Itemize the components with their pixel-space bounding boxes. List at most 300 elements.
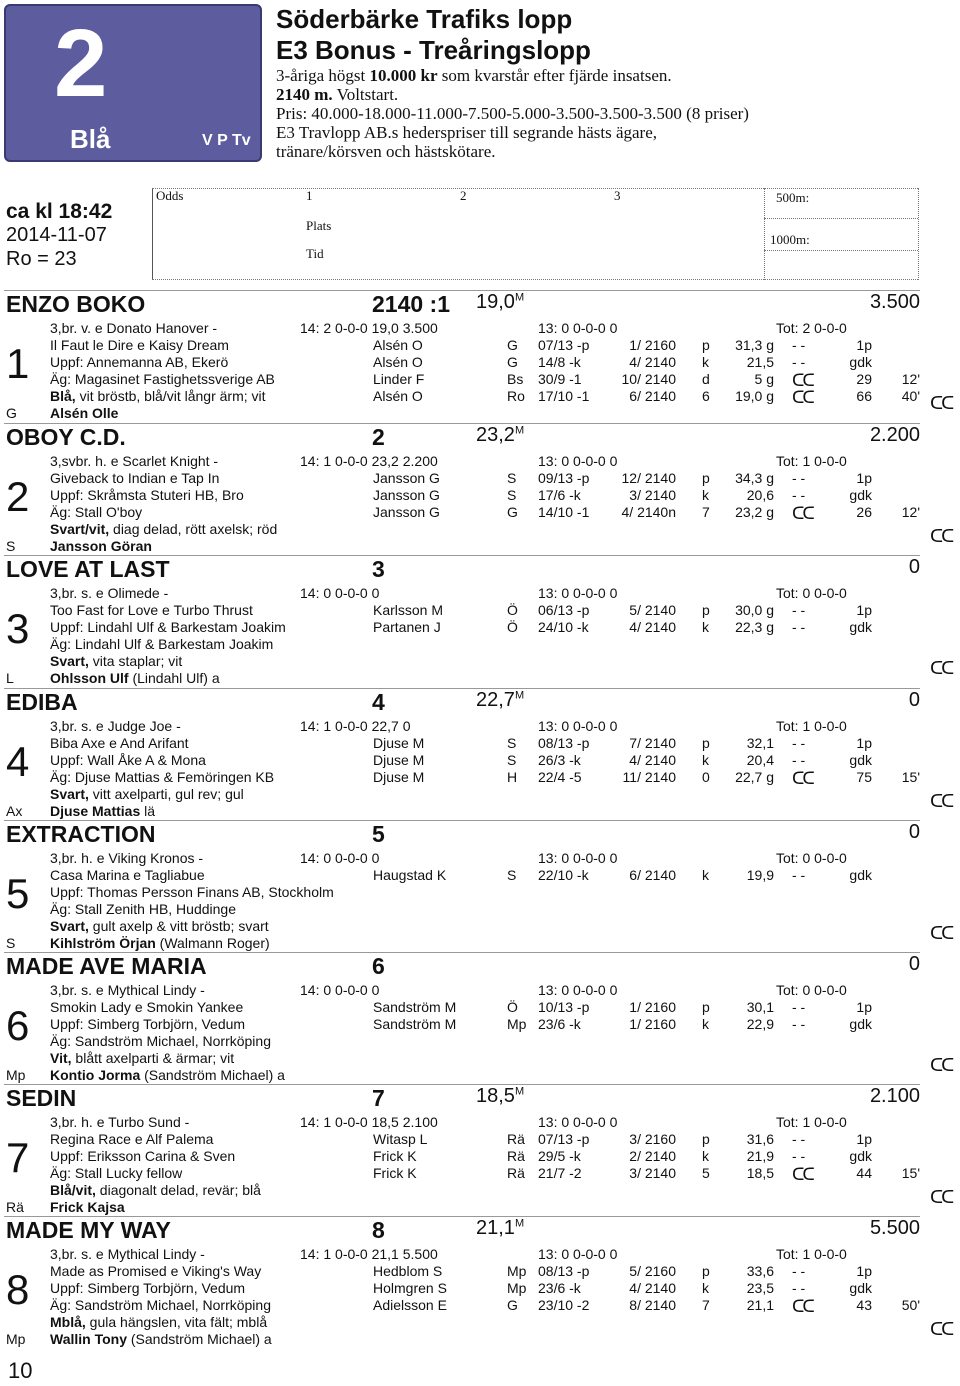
horse-colors (50, 786, 244, 802)
stats-total: Tot: 1 0-0-0 (776, 453, 847, 469)
horse-dam: Casa Marina e Tagliabue (50, 867, 205, 883)
horse-big-number: 1 (6, 340, 30, 387)
driver-extra: (Sandström Michael) a (127, 1331, 272, 1347)
start-result: 6/ 2140 (629, 867, 676, 883)
horse-start-number: 7 (372, 1085, 385, 1111)
horse-pedigree: 3,br. s. e Mythical Lindy - (50, 982, 205, 998)
start-odds: 29 (856, 371, 872, 387)
horse-pedigree: 3,br. v. e Donato Hanover - (50, 320, 218, 336)
start-odds: 44 (856, 1165, 872, 1181)
start-time: 23,2 g (735, 504, 774, 520)
stats-2014: 14: 0 0-0-0 0 (300, 585, 380, 601)
start-shoes: - - (792, 1280, 806, 1296)
horse-driver (50, 405, 118, 421)
stats-total: Tot: 1 0-0-0 (776, 1246, 847, 1262)
start-result: 11/ 2140 (622, 769, 676, 785)
horse-name: MADE MY WAY (6, 1217, 171, 1243)
start-driver: Alsén O (373, 388, 423, 404)
start-driver: Djuse M (373, 735, 425, 751)
horse-start-number: 5 (372, 821, 385, 847)
record-mark: M (514, 424, 525, 437)
horse-owner: Äg: Magasinet Fastighetssverige AB (50, 371, 275, 387)
start-time: 5 g (754, 371, 774, 387)
start-time: 21,5 (746, 354, 774, 370)
horse-colors (50, 1314, 267, 1330)
start-date: 07/13 -p (538, 1131, 590, 1147)
start-track: S (507, 867, 517, 883)
stats-total: Tot: 1 0-0-0 (776, 718, 847, 734)
colors-detail: blått axelparti & ärmar; vit (71, 1050, 235, 1066)
start-time: 21,1 (746, 1297, 774, 1313)
start-track: Ö (507, 602, 518, 618)
horse-pedigree: 3,br. s. e Mythical Lindy - (50, 1246, 205, 1262)
start-result: 3/ 2140 (629, 487, 676, 503)
start-time: 30,0 g (735, 602, 774, 618)
record-mark: M (514, 291, 525, 304)
start-odds: gdk (849, 867, 872, 883)
horse-track-letter: S (6, 538, 16, 554)
horse-colors (50, 1182, 261, 1198)
record-time: 21,1 (476, 1217, 515, 1239)
start-track-type: p (702, 470, 710, 486)
start-driver: Alsén O (373, 354, 423, 370)
stats-2013: 13: 0 0-0-0 0 (538, 850, 618, 866)
driver-extra: (Sandström Michael) a (140, 1067, 285, 1083)
start-driver: Holmgren S (373, 1280, 447, 1296)
start-date: 10/13 -p (538, 999, 590, 1015)
start-track: S (507, 735, 517, 751)
horse-owner: Äg: Djuse Mattias & Femöringen KB (50, 769, 275, 785)
start-track: Rä (507, 1131, 525, 1147)
start-odds: gdk (849, 487, 872, 503)
colors-main: Blå, (50, 388, 76, 404)
start-shoes: - - (792, 354, 806, 370)
start-result: 5/ 2140 (629, 602, 676, 618)
start-track: G (507, 354, 518, 370)
start-odds: gdk (849, 354, 872, 370)
colors-main: Svart, (50, 653, 89, 669)
start-date: 23/6 -k (538, 1280, 581, 1296)
start-shoes: ᑕᑕ (792, 504, 813, 523)
start-odds: 66 (856, 388, 872, 404)
start-result: 4/ 2140 (629, 752, 676, 768)
race-conditions-2: 2140 m. Voltstart. (276, 85, 399, 104)
horse-breeder: Uppf: Eriksson Carina & Sven (50, 1148, 236, 1164)
stats-2013: 13: 0 0-0-0 0 (538, 585, 618, 601)
race-honor-prizes-1: E3 Travlopp AB.s hederspriser till segrande hästs ägare, (276, 123, 658, 142)
start-track: Ö (507, 999, 518, 1015)
plats-header: Plats (306, 218, 332, 233)
horse-name: EXTRACTION (6, 821, 156, 847)
page-number: 10 (8, 1358, 33, 1383)
start-time: 21,9 (746, 1148, 774, 1164)
start-date: 21/7 -2 (538, 1165, 582, 1181)
start-shoes: - - (792, 867, 806, 883)
driver-name: Frick Kajsa (50, 1199, 125, 1215)
stats-total: Tot: 2 0-0-0 (776, 320, 847, 336)
horse-divider (4, 688, 920, 689)
horse-earnings: 0 (908, 821, 920, 843)
start-prize: 12' (901, 504, 920, 520)
start-driver: Adielsson E (373, 1297, 447, 1313)
start-driver: Djuse M (373, 752, 425, 768)
horse-start-number: 4 (372, 689, 385, 715)
horse-earnings: 3.500 (869, 291, 920, 313)
start-track: H (507, 769, 518, 785)
race-number: 2 (54, 10, 108, 117)
stats-total: Tot: 0 0-0-0 (776, 850, 847, 866)
m1000-header: 1000m: (770, 232, 810, 247)
horse-owner: Äg: Lindahl Ulf & Barkestam Joakim (50, 636, 274, 652)
start-odds: gdk (849, 619, 872, 635)
start-odds: gdk (849, 1016, 872, 1032)
race-number-box (4, 4, 262, 162)
start-date: 22/4 -5 (538, 769, 582, 785)
horse-pedigree: 3,br. s. e Olimede - (50, 585, 169, 601)
start-shoes: ᑕᑕ (792, 769, 813, 788)
horse-divider (4, 1084, 920, 1085)
colors-detail: vit bröstb, blå/vit långr ärm; vit (75, 388, 266, 404)
start-prize: 50' (901, 1297, 920, 1313)
horse-pedigree: 3,br. h. e Turbo Sund - (50, 1114, 190, 1130)
start-result: 4/ 2140 (629, 619, 676, 635)
horse-start-number: 3 (372, 556, 385, 582)
start-result: 5/ 2160 (629, 1263, 676, 1279)
colors-detail: vitt axelparti, gul rev; gul (88, 786, 244, 802)
shoes-icon: ᑕᑕ (930, 923, 953, 943)
record-time: 19,0 (476, 291, 515, 313)
horse-big-number: 2 (6, 473, 30, 520)
horse-track-letter: L (6, 670, 14, 686)
horse-pedigree: 3,br. s. e Judge Joe - (50, 718, 181, 734)
start-odds: 1p (856, 602, 872, 618)
start-time: 18,5 (746, 1165, 774, 1181)
horse-record (476, 1217, 524, 1240)
start-driver: Jansson G (373, 470, 440, 486)
race-conditions-1: 3-åriga högst 10.000 kr som kvarstår efter fjärde insatsen. (276, 66, 672, 85)
stats-2013: 13: 0 0-0-0 0 (538, 1114, 618, 1130)
start-track-type: k (702, 1148, 709, 1164)
start-result: 1/ 2160 (629, 337, 676, 353)
start-date: 08/13 -p (538, 735, 590, 751)
horse-breeder: Uppf: Simberg Torbjörn, Vedum (50, 1016, 246, 1032)
start-date: 17/10 -1 (538, 388, 590, 404)
start-shoes: ᑕᑕ (792, 1165, 813, 1184)
start-driver: Partanen J (373, 619, 441, 635)
start-date: 07/13 -p (538, 337, 590, 353)
horse-driver (50, 935, 270, 951)
start-odds: 1p (856, 1263, 872, 1279)
horse-owner: Äg: Stall O'boy (50, 504, 143, 520)
horse-dam: Smokin Lady e Smokin Yankee (50, 999, 244, 1015)
horse-breeder: Uppf: Lindahl Ulf & Barkestam Joakim (50, 619, 286, 635)
race-ro: Ro = 23 (6, 248, 77, 270)
start-result: 1/ 2160 (629, 1016, 676, 1032)
start-track-type: p (702, 1131, 710, 1147)
start-odds: 43 (856, 1297, 872, 1313)
start-track-type: 6 (702, 388, 710, 404)
colors-main: Vit, (50, 1050, 72, 1066)
shoes-icon: ᑕᑕ (930, 1319, 953, 1339)
driver-extra: (Lindahl Ulf) a (128, 670, 220, 686)
horse-start-number: 2 (372, 424, 385, 450)
stats-2014: 14: 2 0-0-0 19,0 3.500 (300, 320, 438, 336)
start-time: 30,1 (746, 999, 774, 1015)
horse-owner: Äg: Sandström Michael, Norrköping (50, 1297, 271, 1313)
horse-owner: Äg: Sandström Michael, Norrköping (50, 1033, 271, 1049)
start-date: 14/8 -k (538, 354, 581, 370)
start-odds: 1p (856, 1131, 872, 1147)
horse-earnings: 2.100 (869, 1085, 920, 1107)
start-odds: gdk (849, 1148, 872, 1164)
horse-breeder: Uppf: Skråmsta Stuteri HB, Bro (50, 487, 244, 503)
start-driver: Haugstad K (373, 867, 447, 883)
start-shoes: ᑕᑕ (792, 1297, 813, 1316)
start-date: 09/13 -p (538, 470, 590, 486)
start-track-type: p (702, 602, 710, 618)
stats-2013: 13: 0 0-0-0 0 (538, 718, 618, 734)
horse-driver (50, 1199, 125, 1215)
start-odds: 75 (856, 769, 872, 785)
start-track-type: k (702, 487, 709, 503)
start-track: Mp (507, 1280, 527, 1296)
horse-track-letter: S (6, 935, 16, 951)
start-driver: Frick K (373, 1148, 417, 1164)
start-time: 22,7 g (735, 769, 774, 785)
start-date: 17/6 -k (538, 487, 581, 503)
horse-earnings: 0 (908, 689, 920, 711)
horse-big-number: 7 (6, 1134, 30, 1181)
horse-divider (4, 423, 920, 424)
horse-start-number: 8 (372, 1217, 385, 1243)
start-driver: Sandström M (373, 1016, 457, 1032)
start-driver: Linder F (373, 371, 425, 387)
record-time: 22,7 (476, 689, 515, 711)
start-time: 31,3 g (735, 337, 774, 353)
colors-detail: gult axelp & vitt bröstb; svart (88, 918, 269, 934)
start-date: 26/3 -k (538, 752, 581, 768)
tid-header: Tid (306, 246, 324, 261)
race-date: 2014-11-07 (6, 224, 107, 246)
horse-record (476, 1085, 524, 1108)
record-mark: M (514, 689, 525, 702)
start-time: 22,9 (746, 1016, 774, 1032)
start-odds: 26 (856, 504, 872, 520)
horse-big-number: 3 (6, 605, 30, 652)
start-track: S (507, 752, 517, 768)
start-prize: 15' (901, 1165, 920, 1181)
horse-driver (50, 803, 155, 819)
start-track: S (507, 487, 517, 503)
horse-driver (50, 670, 220, 686)
start-time: 20,4 (746, 752, 774, 768)
start-driver: Jansson G (373, 504, 440, 520)
shoes-icon: ᑕᑕ (930, 791, 953, 811)
horse-breeder: Uppf: Thomas Persson Finans AB, Stockholm (50, 884, 334, 900)
driver-name: Kihlström Örjan (50, 935, 156, 951)
start-shoes: - - (792, 999, 806, 1015)
start-driver: Djuse M (373, 769, 425, 785)
start-driver: Hedblom S (373, 1263, 443, 1279)
start-track: G (507, 337, 518, 353)
start-driver: Karlsson M (373, 602, 444, 618)
driver-name: Kontio Jorma (50, 1067, 141, 1083)
start-result: 1/ 2160 (629, 999, 676, 1015)
horse-dam: Il Faut le Dire e Kaisy Dream (50, 337, 229, 353)
col-1-header: 1 (306, 188, 313, 203)
start-shoes: - - (792, 1263, 806, 1279)
start-shoes: - - (792, 337, 806, 353)
colors-main: Svart, (50, 786, 89, 802)
horse-breeder: Uppf: Wall Åke A & Mona (50, 752, 206, 768)
start-odds: 1p (856, 735, 872, 751)
race-prizes: Pris: 40.000-18.000-11.000-7.500-5.000-3.500-3.500-3.500 (8 priser) (276, 104, 749, 123)
horse-dam: Too Fast for Love e Turbo Thrust (50, 602, 253, 618)
start-shoes: - - (792, 619, 806, 635)
stats-2014: 14: 1 0-0-0 22,7 0 (300, 718, 411, 734)
start-track-type: d (702, 371, 710, 387)
start-odds: 1p (856, 337, 872, 353)
stats-2013: 13: 0 0-0-0 0 (538, 982, 618, 998)
start-track: Ro (507, 388, 525, 404)
start-result: 3/ 2160 (629, 1131, 676, 1147)
race-subtitle: E3 Bonus - Treåringslopp (276, 35, 591, 65)
start-driver: Sandström M (373, 999, 457, 1015)
start-date: 06/13 -p (538, 602, 590, 618)
horse-big-number: 5 (6, 870, 30, 917)
horse-colors (50, 388, 266, 404)
horse-breeder: Uppf: Annemanna AB, Ekerö (50, 354, 229, 370)
start-time: 20,6 (746, 487, 774, 503)
start-date: 30/9 -1 (538, 371, 582, 387)
horse-start-number: 2140 :1 (372, 291, 451, 317)
horse-owner: Äg: Stall Lucky fellow (50, 1165, 183, 1181)
colors-detail: vita staplar; vit (88, 653, 183, 669)
start-track-type: k (702, 867, 709, 883)
start-track: Bs (507, 371, 524, 387)
start-track-type: k (702, 1280, 709, 1296)
stats-total: Tot: 0 0-0-0 (776, 585, 847, 601)
horse-dam: Made as Promised e Viking's Way (50, 1263, 262, 1279)
horse-big-number: 6 (6, 1002, 30, 1049)
start-track: Ö (507, 619, 518, 635)
horse-driver (50, 538, 152, 554)
horse-pedigree: 3,svbr. h. e Scarlet Knight - (50, 453, 219, 469)
horse-name: EDIBA (6, 689, 78, 715)
start-time: 34,3 g (735, 470, 774, 486)
driver-name: Jansson Göran (50, 538, 152, 554)
shoes-icon: ᑕᑕ (930, 526, 953, 546)
odds-header: Odds (156, 188, 184, 203)
start-date: 29/5 -k (538, 1148, 581, 1164)
stats-2014: 14: 1 0-0-0 18,5 2.100 (300, 1114, 438, 1130)
start-shoes: - - (792, 487, 806, 503)
horse-breeder: Uppf: Simberg Torbjörn, Vedum (50, 1280, 246, 1296)
start-odds: gdk (849, 1280, 872, 1296)
start-result: 10/ 2140 (621, 371, 676, 387)
driver-name: Wallin Tony (50, 1331, 127, 1347)
start-track-type: 7 (702, 1297, 710, 1313)
start-date: 14/10 -1 (538, 504, 590, 520)
start-track: S (507, 470, 517, 486)
driver-name: Ohlsson Ulf (50, 670, 129, 686)
colors-main: Svart/vit, (50, 521, 110, 537)
start-track-type: k (702, 619, 709, 635)
horse-colors (50, 521, 277, 537)
start-time: 22,3 g (735, 619, 774, 635)
start-driver: Frick K (373, 1165, 417, 1181)
race-games: V P Tv (202, 132, 251, 149)
stats-total: Tot: 1 0-0-0 (776, 1114, 847, 1130)
start-result: 12/ 2140 (621, 470, 676, 486)
horse-track-letter: G (6, 405, 17, 421)
horse-record (476, 424, 524, 447)
start-time: 32,1 (746, 735, 774, 751)
start-driver: Alsén O (373, 337, 423, 353)
stats-2014: 14: 0 0-0-0 0 (300, 850, 380, 866)
horse-driver (50, 1067, 285, 1083)
driver-name: Alsén Olle (50, 405, 119, 421)
horse-dam: Regina Race e Alf Palema (50, 1131, 214, 1147)
start-driver: Witasp L (373, 1131, 428, 1147)
shoes-icon: ᑕᑕ (930, 1055, 953, 1075)
start-shoes: - - (792, 752, 806, 768)
start-date: 22/10 -k (538, 867, 589, 883)
start-shoes: - - (792, 602, 806, 618)
horse-track-letter: Rä (6, 1199, 24, 1215)
colors-detail: diagonalt delad, revär; blå (95, 1182, 261, 1198)
start-result: 3/ 2140 (629, 1165, 676, 1181)
colors-main: Blå/vit, (50, 1182, 96, 1198)
horse-big-number: 4 (6, 738, 30, 785)
shoes-icon: ᑕᑕ (930, 393, 953, 413)
horse-earnings: 5.500 (869, 1217, 920, 1239)
horse-owner: Äg: Stall Zenith HB, Huddinge (50, 901, 236, 917)
start-track: G (507, 1297, 518, 1313)
start-driver: Jansson G (373, 487, 440, 503)
horse-track-letter: Ax (6, 803, 23, 819)
start-odds: gdk (849, 752, 872, 768)
m500-header: 500m: (776, 190, 810, 205)
colors-main: Svart, (50, 918, 89, 934)
colors-detail: diag delad, rött axelsk; röd (109, 521, 278, 537)
start-track-type: 7 (702, 504, 710, 520)
stats-2013: 13: 0 0-0-0 0 (538, 453, 618, 469)
start-track-type: k (702, 752, 709, 768)
start-time: ca kl 18:42 (6, 200, 113, 223)
stats-2014: 14: 1 0-0-0 23,2 2.200 (300, 453, 438, 469)
driver-extra: (Walmann Roger) (155, 935, 270, 951)
horse-earnings: 2.200 (869, 424, 920, 446)
start-result: 4/ 2140 (629, 354, 676, 370)
horse-name: LOVE AT LAST (6, 556, 170, 582)
horse-name: ENZO BOKO (6, 291, 146, 317)
horse-name: MADE AVE MARIA (6, 953, 207, 979)
start-track-type: 5 (702, 1165, 710, 1181)
shoes-icon: ᑕᑕ (930, 658, 953, 678)
colors-detail: gula hängslen, vita fält; mblå (85, 1314, 268, 1330)
start-date: 23/6 -k (538, 1016, 581, 1032)
start-track: Mp (507, 1263, 527, 1279)
race-honor-prizes-2: tränare/körsven och hästskötare. (276, 142, 496, 161)
stats-2014: 14: 0 0-0-0 0 (300, 982, 380, 998)
start-shoes: - - (792, 1016, 806, 1032)
start-track-type: p (702, 999, 710, 1015)
start-result: 4/ 2140 (629, 1280, 676, 1296)
horse-colors (50, 918, 269, 934)
horse-name: OBOY C.D. (6, 424, 126, 450)
stats-2013: 13: 0 0-0-0 0 (538, 1246, 618, 1262)
